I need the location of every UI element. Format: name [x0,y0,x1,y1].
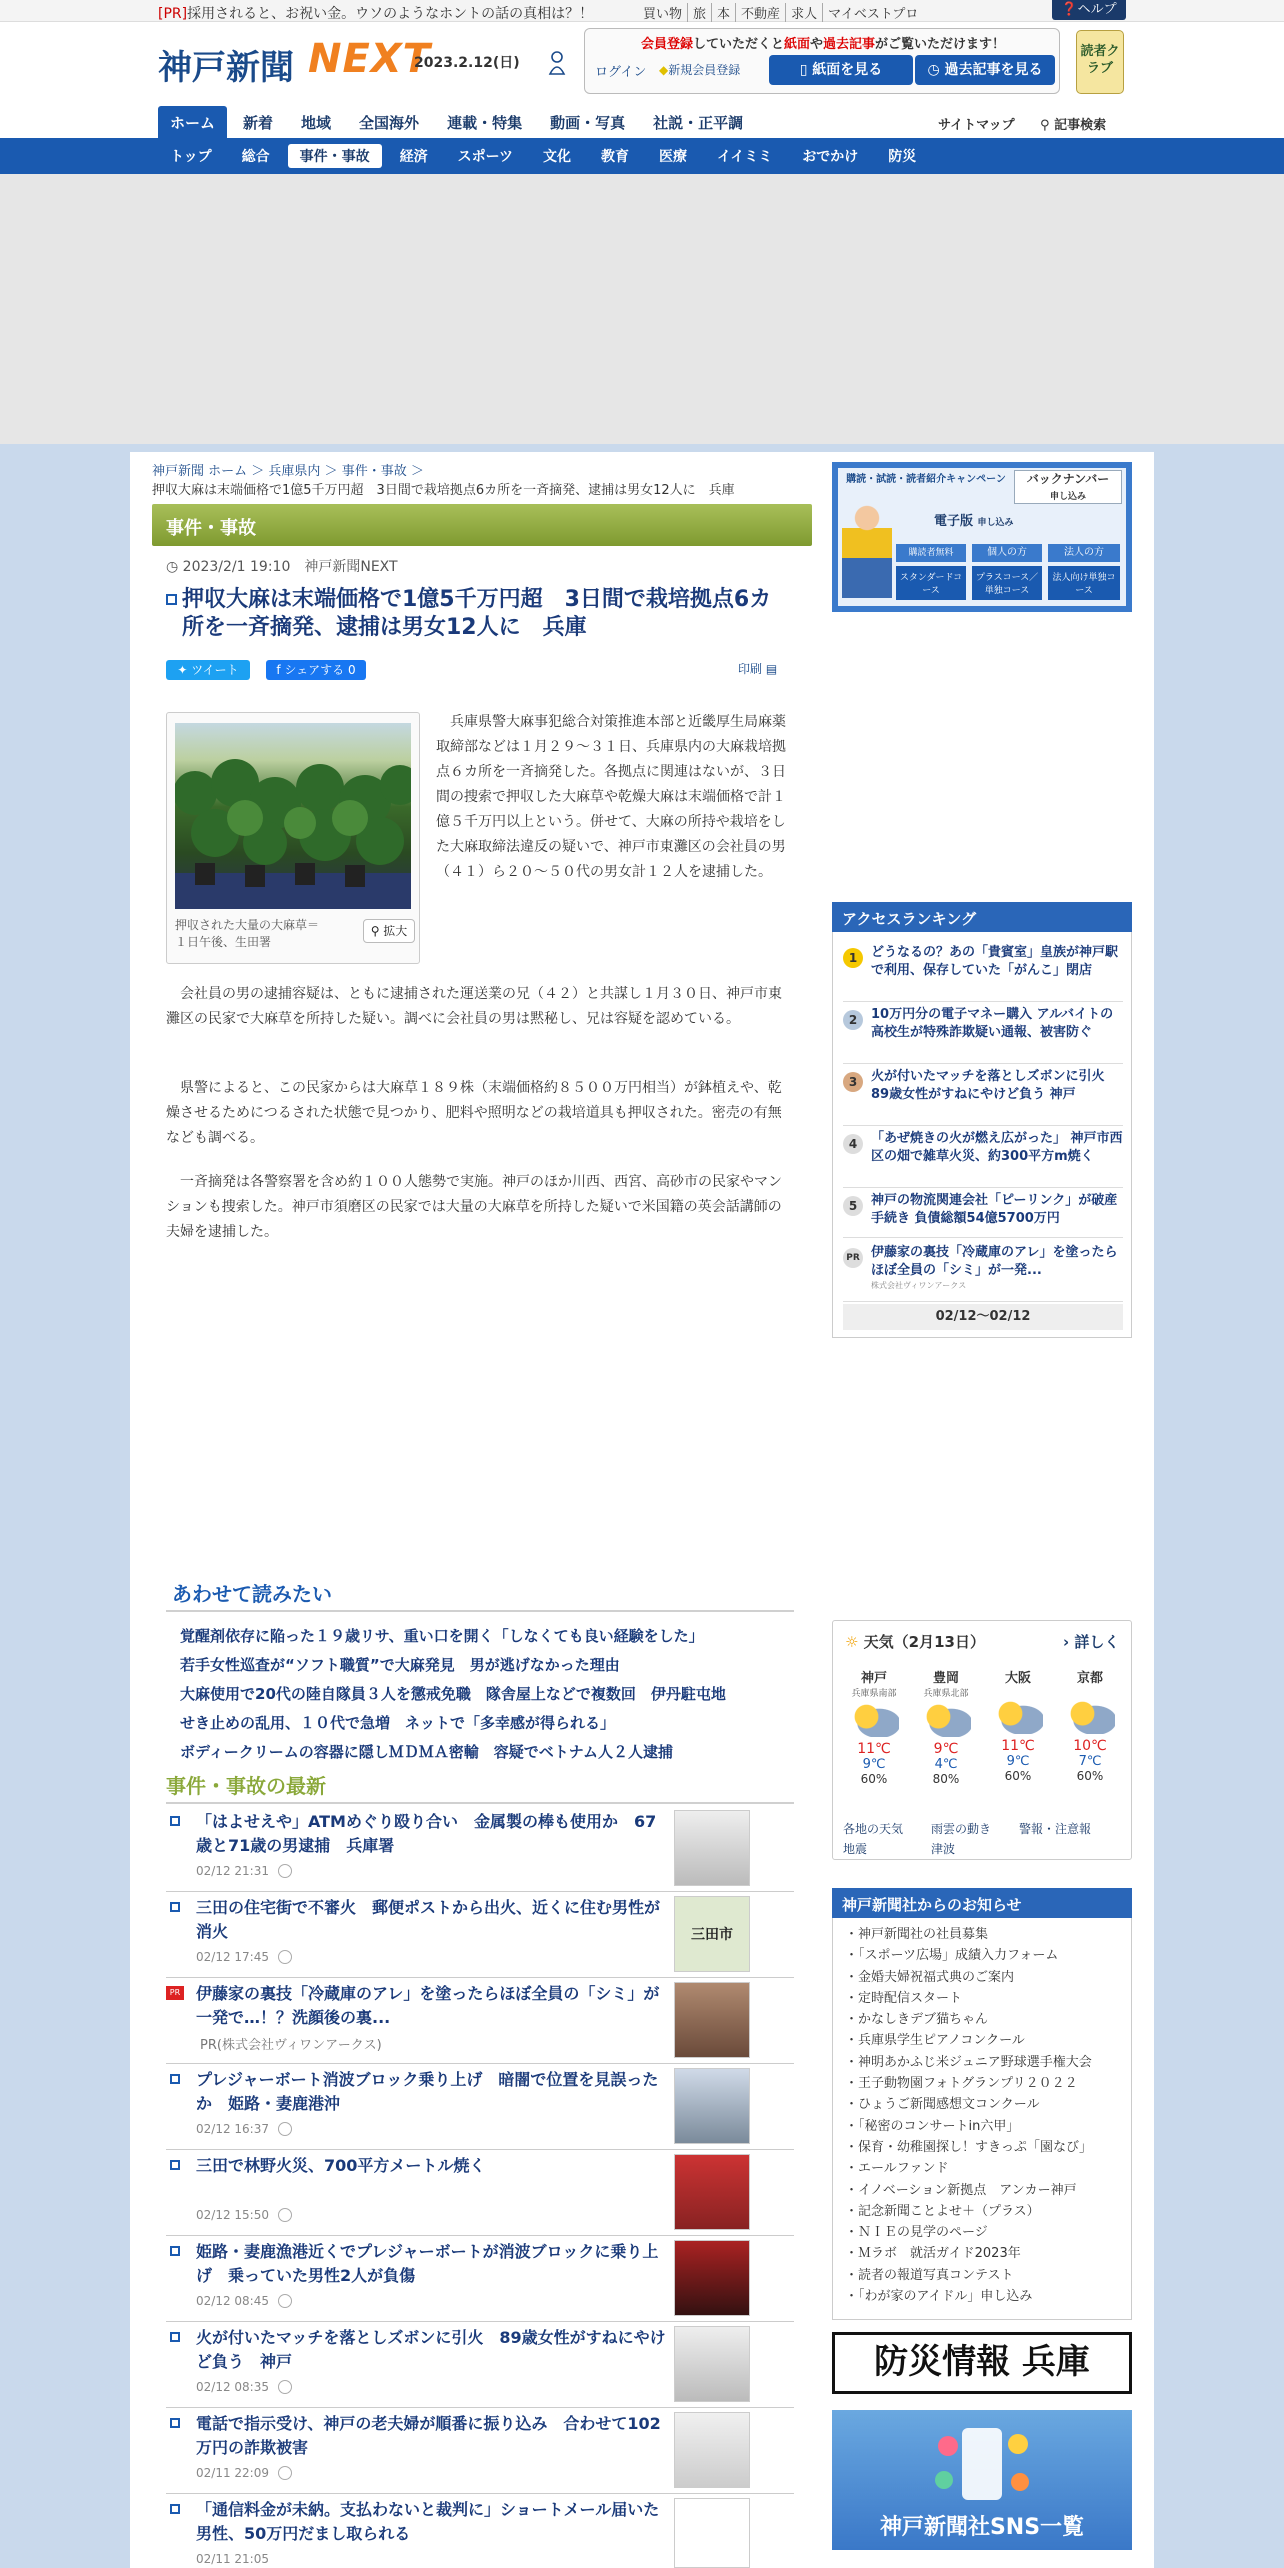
chevron-right-icon: › [1063,1633,1075,1651]
pr-badge: PR [166,1986,184,2000]
view-archive-button[interactable]: ◷ 過去記事を見る [915,55,1055,85]
article-paragraph-3: 県警によると、この民家からは大麻草１８９株（末端価格約８５００万円相当）が鉢植えや、乾燥させるためにつるされた状態で見つかり、肥料や照明などの栽培道具も押収された。密売の有無なども調べる。 [166,1080,782,1146]
camera-icon [278,1950,292,1964]
square-bullet-icon [170,2160,180,2170]
subnav-iimimi[interactable]: イイミミ [717,149,773,165]
article-photo[interactable] [175,723,411,909]
sns-banner-text: 神戸新聞社SNS一覧 [879,2515,1085,2540]
category-bar: 事件・事故 [152,504,812,546]
digital-label: 電子版 申し込み [934,514,1014,529]
square-bullet-icon [166,594,177,605]
clock-icon: ◷ [927,62,945,78]
top-link-mybestpro[interactable]: マイベストプロ [822,3,923,22]
latest-item[interactable]: 三田で林野火災、700平方メートル焼く 02/12 15:50 [166,2150,794,2236]
facebook-share-button[interactable]: f シェアする 0 [266,660,366,680]
zoom-button[interactable]: ⚲ 拡大 [363,919,415,943]
subnav-general[interactable]: 総合 [241,149,270,165]
plus-course-button[interactable]: プラスコース／単独コース [972,566,1042,600]
camera-icon [278,2122,292,2136]
latest-heading: 事件・事故の最新 [166,1774,326,1798]
divider [166,1610,794,1612]
ranking-item[interactable]: 1 どうなるの？あの「貴賓室」皇族が神戸駅で利用、保存していた「がんこ」閉店 [843,940,1123,1002]
cannabis-plants-illustration [175,723,411,909]
latest-item-pr[interactable]: PR 伊藤家の裏技「冷蔵庫のアレ」を塗ったらほぼ全員の「シミ」が一発で…！？洗顔後の裏... PR(株式会社ヴィワンアークス) [166,1978,794,2064]
sub-nav [0,138,1284,174]
campaign-inner [838,468,1126,606]
subnav-sports[interactable]: スポーツ [457,149,514,165]
latest-item[interactable]: 電話で指示受け、神戸の老夫婦が順番に振り込み 合わせて102万円の詐欺被害 02/11 22:09 [166,2408,794,2494]
site-logo[interactable]: 神戸新聞 [158,48,294,88]
login-message: 会員登録していただくと紙面や過去記事がご覧いただけます！ [640,37,1006,52]
tweet-button[interactable]: ✦ ツイート [166,660,250,680]
notice-item[interactable]: ・エールファンド [845,2161,949,2177]
latest-item[interactable]: 「はよせえや」ATMめぐり殴り合い 金属製の棒も使用か 67歳と71歳の男逮捕 兵庫署 02/12 21:31 [166,1806,794,1892]
top-links [638,3,923,22]
view-paper-button[interactable]: ▯ 紙面を見る [769,55,913,85]
nav-editorial[interactable]: 社説・正平調 [653,114,744,132]
breadcrumb: 神戸新聞 ホーム ＞ 兵庫県内 ＞ 事件・事故 ＞ 押収大麻は末端価格で1億5千万円超 3日間で栽培拠点6カ所を一斉摘発、逮捕は男女12人に 兵庫 [152,464,735,498]
divider [166,1802,794,1804]
weather-link[interactable]: 津波 [931,1842,956,1856]
help-icon: ❓ [1061,2,1078,17]
smartphone-icon [932,2424,1032,2504]
notice-item[interactable]: ・Ｍラボ 就活ガイド2023年 [845,2246,1021,2262]
disaster-info-banner[interactable]: 防災情報 兵庫 [832,2332,1132,2394]
nav-new[interactable]: 新着 [243,114,274,132]
photo-caption: 押収された大量の大麻草＝１日午後、生田署 [175,918,320,949]
sns-list-banner[interactable] [832,2410,1132,2550]
book-icon: ▯ [799,62,813,78]
notice-list [832,1918,1132,2320]
notice-item[interactable]: ・読者の報道写真コンテスト [845,2267,1014,2283]
ranking-item[interactable]: 3 火が付いたマッチを落としズボンに引火 89歳女性がすねにやけど負う 神戸 [843,1064,1123,1126]
top-link-travel[interactable]: 旅 [687,3,711,22]
thumbnail: 三田市 [674,1896,750,1972]
rain-cloud-icon [849,1703,899,1737]
breadcrumb-cat[interactable]: 事件・事故 [341,464,407,479]
campaign-individual-label: 個人の方 [972,544,1042,562]
article-paragraph-2: 会社員の男の逮捕容疑は、ともに逮捕された運送業の兄（４２）と共謀し１月３０日、神戸市東灘区の民家で大麻草を所持した疑い。調べに会社員の男は黙秘し、兄は容疑を認めている。 [166,986,782,1027]
back-number-button[interactable]: バックナンバー 申し込み [1014,470,1122,504]
ranking-item-pr[interactable]: PR 伊藤家の裏技「冷蔵庫のアレ」を塗ったらほぼ全員の「シミ」が一発... 株式会社ヴィワンアークス [843,1240,1123,1302]
top-link-jobs[interactable]: 求人 [785,3,822,22]
weather-widget [832,1620,1132,1860]
nav-series[interactable]: 連載・特集 [447,114,523,132]
article-paragraph-1: 兵庫県警大麻事犯総合対策推進本部と近畿厚生局麻薬取締部などは１月２９～３１日、兵庫県内の大麻栽培拠点６カ所を一斉摘発した。各拠点に関連はないが、３日間の捜索で押収した大麻草や乾燥大麻は末端価格で計１億５千万円以上という。併せて、大麻の所持や栽培をした大麻取締法違反の疑いで、神戸市東灘区の会社員の男（４１）ら２０～５０代の男女計１２人を逮捕した。 [436,714,786,880]
login-link[interactable]: ログイン [595,65,647,80]
square-bullet-icon [170,2504,180,2514]
thumbnail [674,2154,750,2230]
article-title: 押収大麻は末端価格で1億5千万円超 3日間で栽培拠点6カ所を一斉摘発、逮捕は男女12人に 兵庫 [166,586,792,642]
ad-banner-area [0,174,1284,444]
ranking-heading: アクセスランキング [832,902,1132,932]
notice-item[interactable]: ・保育・幼稚園探し！すきっぷ「園なび」 [845,2139,1093,2155]
print-button[interactable]: 印刷 ▤ [738,662,778,676]
nav-video[interactable]: 動画・写真 [550,114,626,132]
read-also-item[interactable]: せき止めの乱用、１０代で急増 ネットで「多幸感が得られる」 [180,1714,616,1732]
weather-city[interactable]: 神戸 兵庫県南部 11℃ 9℃ 60% [839,1667,909,1786]
notice-item[interactable]: ・「スポーツ広場」成績入力フォーム [845,1948,1059,1964]
ranking-item[interactable]: 5 神戸の物流関連会社「ピーリンク」が破産手続き 負債総額54億5700万円 [843,1188,1123,1238]
ranking-item[interactable]: 4 「あぜ焼きの火が燃え広がった」 神戸市西区の畑で雑草火災、約300平方m焼く [843,1126,1123,1188]
subnav-disaster[interactable]: 防災 [888,149,917,165]
weather-link[interactable]: 地震 [843,1842,868,1856]
top-link-shopping[interactable]: 買い物 [643,7,683,22]
subnav-education[interactable]: 教育 [601,149,630,165]
nav-national[interactable]: 全国海外 [359,114,420,132]
read-also-list [180,1622,800,1767]
weather-link[interactable]: 雨雲の動き [931,1822,992,1836]
weather-city[interactable]: 豊岡 兵庫県北部 9℃ 4℃ 80% [911,1667,981,1786]
thumbnail [674,1982,750,2058]
camera-icon [278,2466,292,2480]
sun-cloud-icon: ☼ [845,1633,864,1651]
article-meta: ◷ 2023/2/1 19:10 神戸新聞NEXT [166,559,398,575]
subnav-medical[interactable]: 医療 [659,149,688,165]
notice-item[interactable]: ・「わが家のアイドル」申し込み [845,2289,1033,2305]
square-bullet-icon [170,2332,180,2342]
notice-item[interactable]: ・王子動物園フォトグランプリ２０２２ [845,2076,1078,2092]
notice-item[interactable]: ・「秘密のコンサートin六甲」 [845,2118,1020,2134]
latest-item[interactable]: プレジャーボート消波ブロック乗り上げ 暗闇で位置を見誤ったか 姫路・妻鹿港沖 02/12 16:37 [166,2064,794,2150]
weather-more-link[interactable]: › 詳しく [1063,1633,1120,1651]
thumbnail [674,2240,750,2316]
subscription-campaign-banner[interactable] [832,462,1132,612]
thumbnail [674,2068,750,2144]
subnav-outing[interactable]: おでかけ [802,149,859,165]
campaign-title: 購読・試読・読者紹介キャンペーン [846,474,1006,485]
rain-cloud-icon [993,1700,1043,1734]
article-search-link[interactable]: ⚲ 記事検索 [1040,118,1107,133]
weather-title: ☼ 天気（2月13日） [845,1633,985,1651]
notice-item[interactable]: ・ＮＩＥの見学のページ [845,2225,988,2241]
latest-item[interactable]: 火が付いたマッチを落としズボンに引火 89歳女性がすねにやけど負う 神戸 02/12 08:35 [166,2322,794,2408]
weather-link[interactable]: 各地の天気 [843,1822,904,1836]
page-container [130,452,1154,2568]
ranking-list [832,932,1132,1338]
notice-item[interactable]: ・かなしきデブ猫ちゃん [845,2012,989,2028]
camera-icon [278,2294,292,2308]
top-strip [0,0,1284,22]
square-bullet-icon [170,2074,180,2084]
mascot-illustration [842,498,892,598]
main-nav [158,106,755,138]
search-icon: ⚲ [1040,118,1055,133]
article-paragraph-4: 一斉摘発は各警察署を含め約１００人態勢で実施。神戸のほか川西、西宮、高砂市の民家やマンションも捜索した。神戸市須磨区の民家では大量の大麻草を所持した疑いで米国籍の英会話講師の夫婦を逮捕した。 [166,1174,782,1240]
notice-item[interactable]: ・神戸新聞社の社員募集 [845,1927,989,1942]
square-bullet-icon [170,2246,180,2256]
notice-item[interactable]: ・定時配信スタート [845,1990,963,2006]
sub-nav-items [158,144,928,168]
clock-icon: ◷ [166,559,183,575]
thumbnail [674,2412,750,2488]
breadcrumb-pref[interactable]: 兵庫県内 [268,464,321,479]
read-also-item[interactable]: ボディークリームの容器に隠しＭＤＭＡ密輸 容疑でベトナム人２人逮捕 [180,1743,674,1761]
reader-club-button[interactable]: 読者クラブ [1076,30,1124,94]
magnifier-icon: ⚲ [370,924,384,938]
latest-item[interactable]: 三田の住宅街で不審火 郵便ポストから出火、近くに住む男性が消火 02/12 17:45 三田市 [166,1892,794,1978]
rain-cloud-icon [1065,1700,1115,1734]
weather-link[interactable]: 警報・注意報 [1019,1822,1092,1836]
square-bullet-icon [170,1816,180,1826]
notice-item[interactable]: ・イノベーション新拠点 アンカー神戸 [845,2182,1077,2198]
read-also-item[interactable]: 大麻使用で20代の陸自隊員３人を懲戒免職 隊舎屋上などで複数回 伊丹駐屯地 [180,1685,726,1703]
square-bullet-icon [170,2418,180,2428]
pr-text: 採用されると、お祝い金。ウソのようなホントの話の真相は？！ [187,6,594,22]
breadcrumb-home[interactable]: 神戸新聞 ホーム [152,464,248,479]
notice-heading: 神戸新聞社からのお知らせ [832,1888,1132,1918]
breadcrumb-current: 押収大麻は末端価格で1億5千万円超 3日間で栽培拠点6カ所を一斉摘発、逮捕は男女12人に 兵庫 [152,483,735,498]
corporate-course-button[interactable]: 法人向け単独コース [1048,566,1120,600]
notice-item[interactable]: ・神明あかふじ米ジュニア野球選手権大会 [845,2054,1092,2070]
thumbnail [674,2326,750,2402]
header-date: 2023.2.12(日) [414,55,520,71]
latest-item[interactable]: 「通信料金が未納。支払わないと裁判に」ショートメール届いた男性、50万円だまし取られる 02/11 21:05 [166,2494,794,2568]
read-also-item[interactable]: 覚醒剤依存に陥った１９歳リサ、重い口を開く「しなくても良い経験をした」 [180,1627,704,1645]
nav-home[interactable]: ホーム [158,106,227,138]
square-bullet-icon [170,1902,180,1912]
subnav-top[interactable]: トップ [170,149,212,165]
weather-city[interactable]: 大阪 11℃ 9℃ 60% [983,1667,1053,1783]
standard-course-button[interactable]: スタンダードコース [896,566,966,600]
ranking-item[interactable]: 2 10万円分の電子マネー購入 アルバイトの高校生が特殊詐欺疑い通報、被害防ぐ [843,1002,1123,1064]
pr-banner-link[interactable] [158,3,593,23]
weather-city[interactable]: 京都 10℃ 7℃ 60% [1055,1667,1125,1783]
notice-item[interactable]: ・兵庫県学生ピアノコンクール [845,2033,1025,2049]
top-link-realestate[interactable]: 不動産 [735,3,785,22]
rain-cloud-icon [921,1703,971,1737]
notice-item[interactable]: ・記念新聞ことよせ＋（プラス） [845,2203,1040,2219]
help-button[interactable]: ❓ヘルプ [1052,0,1126,20]
thumbnail [674,2498,750,2568]
weather-links [843,1819,1123,1859]
sitemap-link[interactable]: サイトマップ [938,118,1015,133]
photo-box [166,712,420,964]
pr-label: [PR] [158,6,188,22]
site-header [0,22,1284,138]
read-also-heading: あわせて読みたい [172,1582,332,1606]
twitter-icon: ✦ [177,663,192,677]
ranking-date-range: 02/12～02/12 [843,1304,1123,1330]
subnav-economy[interactable]: 経済 [399,149,428,165]
site-logo-next[interactable]: NEXT [308,36,431,82]
read-also-item[interactable]: 若手女性巡査が“ソフト職質”で大麻発見 男が逃げなかった理由 [180,1656,620,1674]
subnav-culture[interactable]: 文化 [543,149,572,165]
campaign-corporate-label: 法人の方 [1048,544,1120,562]
notice-item[interactable]: ・ひょうご新聞感想文コンクール [845,2097,1040,2113]
camera-icon [278,2380,292,2394]
facebook-icon: f [276,663,285,677]
latest-item[interactable]: 姫路・妻鹿漁港近くでプレジャーボートが消波ブロックに乗り上げ 乗っていた男性2人が負傷 02/12 08:45 [166,2236,794,2322]
login-box [584,28,1060,94]
thumbnail [674,1810,750,1886]
print-icon: ▤ [762,662,778,676]
campaign-free-label: 購読者無料 [896,544,966,562]
register-link[interactable]: ◆新規会員登録 [659,63,741,77]
top-link-books[interactable]: 本 [711,3,735,22]
beginner-mark-icon: ◆ [659,63,669,77]
nav-region[interactable]: 地域 [301,114,332,132]
notice-item[interactable]: ・金婚夫婦祝福式典のご案内 [845,1969,1015,1985]
subnav-incident[interactable]: 事件・事故 [288,144,382,168]
camera-icon [278,1864,292,1878]
camera-icon [278,2208,292,2222]
person-icon[interactable] [548,50,566,76]
